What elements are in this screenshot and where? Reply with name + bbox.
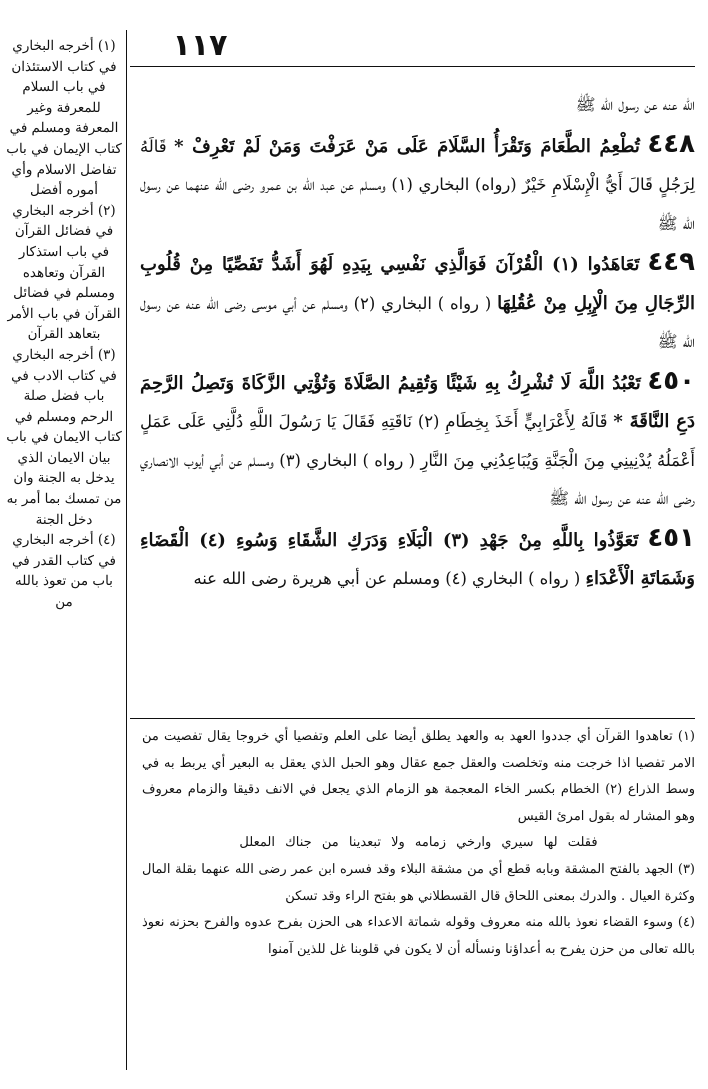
main-text: [140, 86, 695, 599]
sidebar-note-1: (١) أخرجه البخاري في كتاب الاستئذان في باب السلام للمعرفة وغير المعرفة ومسلم في كتاب الإيمان في باب تفاضل الاسلام وأي أموره أفضل: [6, 38, 122, 199]
footnote-1-2: (١) تعاهدوا القرآن أي جددوا العهد به والعهد يطلق أيضا على العلم وتفصيا أي خروجا يقال تفصيت من الامر تفصيا اذا خرجت منه وتخلصت والعقل جمع عقال وهو الحبل الذي يعقل به البعير أي يربط به في وسط الذراع (٢) الخطام بكسر الخاء المعجمة هو الزمام الذي يجعل في الانف دقيقا والزمام معروف وهو المشار له بقول امرئ القيس: [142, 729, 695, 824]
hadith-451: [140, 519, 695, 599]
header-rule: [130, 66, 695, 67]
sidebar-note-2: (٢) أخرجه البخاري في فضائل القرآن في باب استذكار القرآن وتعاهده ومسلم في فضائل القرآن في باب الأمر بتعاهد القرآن: [7, 202, 121, 343]
hadith-narration: قَالَهُ لِأَعْرَابِيٍّ أَخَذَ بِخِطَامِ (٢) نَاقَتِهِ فَقَالَ يَا رَسُولَ اللَّهِ دُلَّنِي عَلَى عَمَلٍ أَعْمَلُهُ يُدْنِينِي مِنَ الْجَنَّةِ وَيُبَاعِدُنِي مِنَ النَّارِ ( رواه ) البخاري (٣) ومسلم عن أبي أيوب الانصاري رضى الله عنه عن رسول الله ﷺ: [140, 412, 695, 508]
sidebar-rule: [126, 30, 127, 1070]
hadith-quote: تَعَاهَدُوا (١) الْقُرْآنَ فَوَالَّذِي نَفْسِي بِيَدِهِ لَهُوَ أَشَدُّ تَفَصِّيًا مِنْ قُلُوبِ الرِّجَالِ مِنَ الْإِبِلِ مِنْ عُقُلِهَا: [140, 254, 695, 314]
footnote-3: (٣) الجهد بالفتح المشقة وبابه قطع أي من مشقة البلاء وقد فسره ابن عمر رضى الله عنهما بقلة المال وكثرة العيال . والدرك بمعنى اللحاق قال القسطلاني هو بفتح الراء وقد تسكن: [142, 861, 695, 904]
page-number: ١١٧: [172, 28, 228, 63]
sidebar-note-4: (٤) أخرجه البخاري في كتاب القدر في باب من تعوذ بالله من: [12, 532, 116, 611]
intro-line: الله عنه عن رسول الله ﷺ: [575, 95, 695, 114]
hadith-quote: تُطْعِمُ الطَّعَامَ وَتَقْرَأُ السَّلَامَ عَلَى مَنْ عَرَفْتَ وَمَنْ لَمْ تَعْرِفْ *: [174, 135, 640, 157]
footnote-poem: فقلت لها سيري وارخي زمامه ولا تبعدينا من جناك المعلل: [239, 835, 598, 851]
hadith-quote: تَعْبُدُ اللَّهَ لَا تُشْرِكُ بِهِ شَيْئًا وَتُقِيمُ الصَّلَاةَ وَتُؤْتِي الزَّكَاةَ وَتَصِلُ الرَّحِمَ دَعِ النَّاقَةَ *: [140, 372, 695, 432]
hadith-number: ٤٤٨: [647, 128, 696, 159]
hadith-narration: قَالَهُ لِرَجُلٍ قَالَ أَيُّ الْإِسْلَامِ خَيْرٌ (رواه) البخاري (١) ومسلم عن عبد الله بن عمرو رضى الله عنهما عن رسول الله ﷺ: [140, 136, 695, 233]
hadith-number: ٤٤٩: [647, 247, 695, 277]
hadith-448: [140, 125, 695, 244]
footnote-4: (٤) وسوء القضاء نعوذ بالله منه معروف وقوله شماتة الاعداء هى الحزن بفرح عدوه والفرح بحزنه نعوذ بالله تعالى من حزن يفرح به أعداؤنا ونسأله أن لا يكون في قلوبنا غل للذين آمنوا: [142, 915, 695, 957]
hadith-number: ٤٥٠: [647, 365, 695, 396]
hadith-narration: ( رواه ) البخاري (٢) ومسلم عن أبي موسى رضى الله عنه عن رسول الله ﷺ: [140, 293, 695, 351]
footnotes: [142, 724, 695, 963]
hadith-450: [140, 362, 695, 519]
hadith-449: [140, 243, 695, 362]
sidebar-references: [6, 36, 122, 613]
hadith-narration: ( رواه ) البخاري (٤) ومسلم عن أبي هريرة رضى الله عنه: [193, 569, 581, 588]
hadith-number: ٤٥١: [647, 522, 695, 553]
sidebar-note-3: (٣) أخرجه البخاري في كتاب الادب في باب فضل صلة الرحم ومسلم في كتاب الايمان في باب بيان الايمان الذي يدخل به الجنة وان من تمسك بما أمر به دخل الجنة: [6, 346, 122, 528]
footnote-rule: [130, 718, 695, 719]
hadith-quote: تَعَوَّذُوا بِاللَّهِ مِنْ جَهْدِ (٣) الْبَلَاءِ وَدَرَكِ الشَّقَاءِ وَسُوءِ (٤) الْقَضَاءِ وَشَمَاتَةِ الْأَعْدَاءِ: [140, 529, 695, 589]
